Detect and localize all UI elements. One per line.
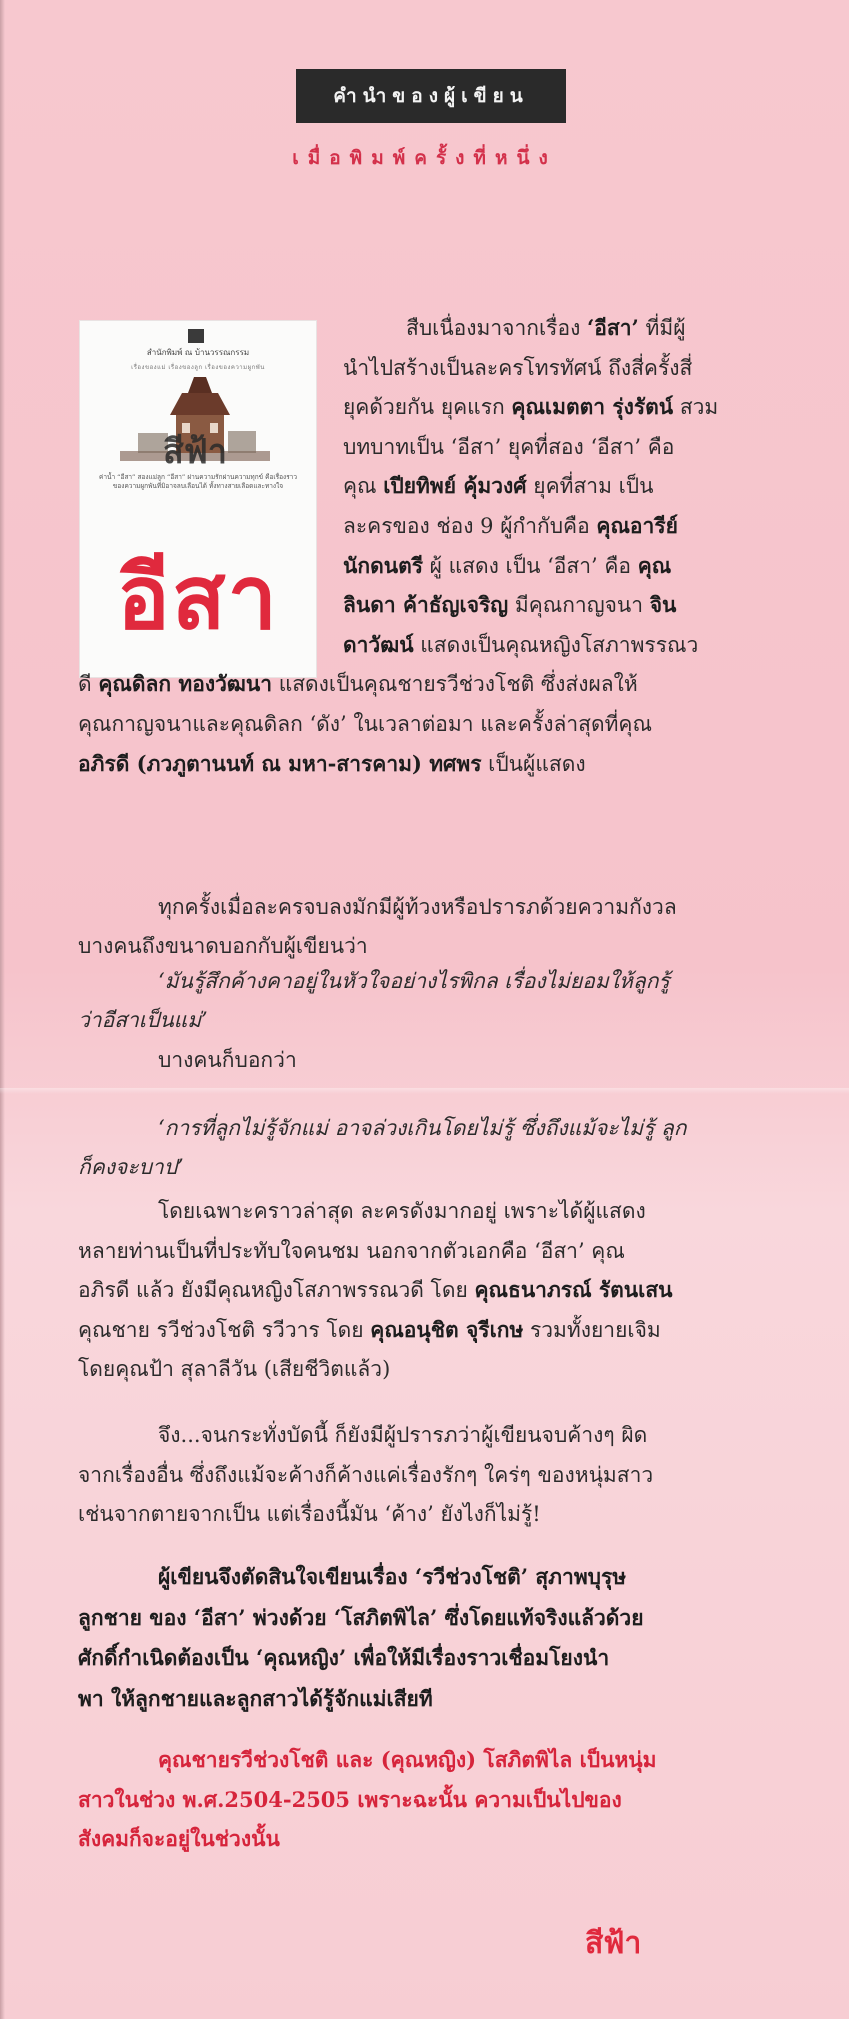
p1-line [406,313,686,343]
p7-line [158,1745,657,1775]
p1-line [343,392,718,422]
text-segment: คุณเมตตา รุ่งรัตน์ [511,394,674,419]
p4-line [78,1236,625,1266]
p1-line [78,749,586,779]
text-segment: เปียทิพย์ คุ้มวงศ์ [383,473,527,498]
text-segment: อภิรดี แล้ว ยังมีคุณหญิงโสภาพรรณวดี โดย [78,1278,475,1302]
text-segment: คุณอารีย์ [596,513,678,538]
book-publisher: สำนักพิมพ์ ณ บ้านวรรณกรรม [146,348,250,357]
text-segment: ว่าอีสาเป็นแม่’ [78,1008,208,1032]
p1-line [343,432,674,462]
q1-line [78,1005,208,1035]
text-segment: จิน [649,592,677,617]
text-segment: ‘มันรู้สึกค้างคาอยู่ในหัวใจอย่างไรพิกล เรื่องไม่ยอมให้ลูกรู้ [158,969,670,993]
text-segment: คุณชาย รวีช่วงโชติ รวีวาร โดย [78,1318,371,1342]
text-segment: ‘การที่ลูกไม่รู้จักแม่ อาจล่วงเกินโดยไม่รู้ ซึ่งถึงแม้จะไม่รู้ ลูก [158,1116,687,1140]
text-segment: โดยคุณป้า สุลาลีวัน (เสียชีวิตแล้ว) [78,1357,391,1381]
text-segment: ลินดา ค้าธัญเจริญ [343,592,509,617]
text-segment: ดี [78,672,99,696]
text-segment: คุณ [637,553,672,578]
book-top-blurb: เรื่องของแม่ เรื่องของลูก เรื่องของความผูกพัน [131,364,265,371]
text-segment: มีคุณกาญจนา [508,593,650,617]
scan-edge [0,0,5,2019]
section-title: คำนำของผู้เขียน [296,69,566,123]
p1-line [78,669,638,699]
p7-line [78,1824,280,1854]
p4-line [78,1275,673,1305]
text-segment: สวม [673,395,719,419]
text-segment: แสดงเป็นคุณชายรวีช่วงโชติ ซึ่งส่งผลให้ [272,672,638,696]
p4-line [158,1196,646,1226]
text-segment: แสดงเป็นคุณหญิงโสภาพรรณว [413,633,699,657]
text-segment: สังคมก็จะอยู่ในช่วงนั้น [78,1826,280,1851]
p1-line [343,353,692,383]
p5-line [78,1499,541,1529]
text-segment: จากเรื่องอื่น ซึ่งถึงแม้จะค้างก็ค้างแค่เรื่องรักๆ ใคร่ๆ ของหนุ่มสาว [78,1463,654,1487]
text-segment: ‘อีสา’ [587,315,639,340]
text-segment: จึง...จนกระทั่งบัดนี้ ก็ยังมีผู้ปรารภว่าผู้เขียนจบค้างๆ ผิด [158,1423,648,1447]
text-segment: บางคนก็บอกว่า [158,1048,297,1072]
text-segment: คุณ [343,474,384,498]
text-segment: คุณกาญจนาและคุณดิลก ‘ดัง’ ในเวลาต่อมา และครั้งล่าสุดที่คุณ [78,712,652,736]
text-segment: คุณอนุชิต จุรีเกษ [370,1317,524,1342]
text-segment: ยุคด้วยกัน ยุคแรก [343,395,512,419]
house-illustration-icon [120,373,270,468]
publisher-logo-icon [188,329,204,343]
text-segment: ผู้ แสดง เป็น ‘อีสา’ คือ [422,554,638,578]
p1-line [343,630,698,660]
book-title: อีสา [117,546,279,649]
text-segment: ก็คงจะบาป’ [78,1155,184,1179]
author-signature: สีฟ้า [585,1926,642,1961]
q1-line [158,966,670,996]
q2-line [158,1113,686,1143]
text-segment: ดาวัฒน์ [343,632,414,657]
text-segment: นำไปสร้างเป็นละครโทรทัศน์ ถึงสี่ครั้งสี่ [343,356,693,380]
p1-line [78,709,652,739]
q2-line [78,1152,184,1182]
text-segment: เป็นผู้แสดง [481,752,586,776]
text-segment: ยุคที่สาม เป็น [526,474,654,498]
text-segment: ลูกชาย ของ ‘อีสา’ พ่วงด้วย ‘โสภิตพิไล’ ซึ่งโดยแท้จริงแล้วด้วย [78,1605,644,1630]
text-segment: ศักดิ์กำเนิดต้องเป็น ‘คุณหญิง’ เพื่อให้มีเรื่องราวเชื่อมโยงนำ [78,1645,610,1670]
text-segment: บทบาทเป็น ‘อีสา’ ยุคที่สอง ‘อีสา’ คือ [343,435,675,459]
scan-seam [0,1088,849,1094]
text-segment: พา ให้ลูกชายและลูกสาวได้รู้จักแม่เสียที [78,1686,433,1711]
p3-line [158,1045,297,1075]
p2-line [158,892,677,922]
p7-line [78,1785,622,1815]
p1-line [343,590,676,620]
text-segment: ผู้เขียนจึงตัดสินใจเขียนเรื่อง ‘รวีช่วงโชติ’ สุภาพบุรุษ [158,1564,627,1589]
book-series-title: สีฟ้า [163,432,227,468]
book-cover-image [80,321,316,677]
text-segment: สืบเนื่องมาจากเรื่อง [406,316,587,340]
p2-line [78,931,368,961]
text-segment: บางคนถึงขนาดบอกกับผู้เขียนว่า [78,934,368,958]
text-segment: นักดนตรี [343,553,423,578]
text-segment: คุณชายรวีช่วงโชติ และ (คุณหญิง) โสภิตพิไล เป็นหนุ่ม [158,1747,657,1772]
text-segment: ที่มีผู้ [638,316,686,340]
text-segment: หลายท่านเป็นที่ประทับใจคนชม นอกจากตัวเอกคือ ‘อีสา’ คุณ [78,1239,625,1263]
text-segment: โดยเฉพาะคราวล่าสุด ละครดังมากอยู่ เพราะได้ผู้แสดง [158,1199,646,1223]
p5-line [158,1420,647,1450]
p6-line [158,1562,626,1592]
p6-line [78,1603,644,1633]
text-segment: สาวในช่วง พ.ศ.2504-2505 เพราะฉะนั้น ความเป็นไปของ [78,1787,622,1812]
p1-line [343,511,678,541]
text-segment: อภิรดี (ภวภูตานนท์ ณ มหา-สารคาม) ทศพร [78,751,482,776]
text-segment: เช่นจากตายจากเป็น แต่เรื่องนี้มัน ‘ค้าง’ ยังไงก็ไม่รู้! [78,1502,541,1526]
book-small-text: ค่าน้ำ “อีสา” สองแม่ลูก “อีสา” ผ่านความรักผ่านความทุกข์ คือเรื่องราวของความผูกพันที่มิอาจลบเลือนได้ ทั้งทางสายเลือดและทางใจ [99,473,297,490]
text-segment: ละครของ ช่อง 9 ผู้กำกับคือ [343,514,597,538]
text-segment: รวมทั้งยายเจิม [523,1318,661,1342]
text-segment: คุณธนาภรณ์ รัตนเสน [474,1277,673,1302]
p5-line [78,1460,653,1490]
text-segment: คุณดิลก ทองวัฒนา [98,671,273,696]
p1-line [343,551,671,581]
p1-line [343,471,653,501]
p6-line [78,1684,433,1714]
section-subtitle: เมื่อพิมพ์ครั้งที่หนึ่ง [292,147,557,169]
text-segment: ทุกครั้งเมื่อละครจบลงมักมีผู้ท้วงหรือปรารภด้วยความกังวล [158,895,677,919]
p4-line [78,1354,390,1384]
p6-line [78,1643,609,1673]
p4-line [78,1315,661,1345]
